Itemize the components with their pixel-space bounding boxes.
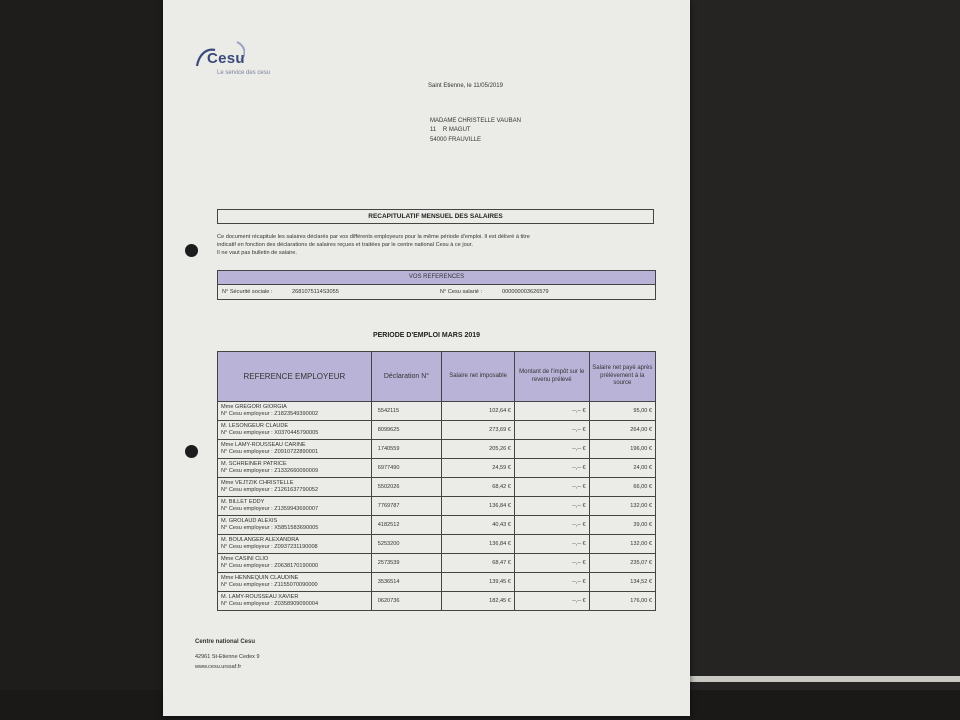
employer-id: N° Cesu employeur : Z1823549390002	[221, 411, 319, 417]
footer-address: 42961 St-Etienne Cedex 9	[195, 654, 260, 660]
declaration-number: 5502026	[371, 478, 442, 497]
net-paid: 95,00 €	[589, 402, 655, 421]
background-strip	[690, 676, 960, 682]
declaration-number: 7769787	[371, 497, 442, 516]
employer-id: N° Cesu employeur : Z1261637790052	[221, 487, 319, 493]
employer-name: M. BOULANGER ALEXANDRA	[221, 537, 300, 543]
col-declaration: Déclaration N°	[371, 352, 442, 402]
footer-org: Centre national Cesu	[195, 639, 256, 645]
intro-line: Ce document récapitule les salaires déclarés par vos différents employeurs pour la même période d'emploi. Il est délivré à titre	[217, 234, 530, 240]
employer-id: N° Cesu employeur : Z0358909090004	[221, 601, 319, 607]
logo-wordmark: Cesu	[207, 50, 245, 67]
employer-name: Mme GREGORI GIORGIA	[221, 404, 287, 410]
employer-name: M. BILLET EDDY	[221, 499, 265, 505]
net-paid: 235,07 €	[589, 554, 655, 573]
references-header: VOS REFERENCES	[218, 271, 655, 285]
tax-withheld: --,-- €	[514, 554, 589, 573]
net-taxable: 139,45 €	[442, 573, 515, 592]
table-row	[218, 497, 656, 516]
declaration-number: 5253200	[371, 535, 442, 554]
table-row	[218, 459, 656, 478]
salary-table	[217, 351, 656, 611]
recipient-city: 54000 FRAUVILLE	[430, 137, 482, 143]
recipient-name: MADAME CHRISTELLE VAUBAN	[430, 118, 521, 124]
employer-cell	[218, 440, 372, 459]
document-page	[163, 0, 690, 716]
employer-id: N° Cesu employeur : Z0638170190000	[221, 563, 319, 569]
employer-cell	[218, 459, 372, 478]
employer-cell	[218, 402, 372, 421]
net-paid: 24,00 €	[589, 459, 655, 478]
declaration-number: 8099625	[371, 421, 442, 440]
col-tax: Montant de l'impôt sur le revenu prélevé	[514, 352, 589, 402]
net-taxable: 182,45 €	[442, 592, 515, 611]
net-taxable: 136,84 €	[442, 497, 515, 516]
declaration-number: 2573539	[371, 554, 442, 573]
employer-cell	[218, 478, 372, 497]
employer-id: N° Cesu employeur : Z1155070090000	[221, 582, 318, 588]
declaration-number: 1740559	[371, 440, 442, 459]
col-employer: REFERENCE EMPLOYEUR	[218, 352, 372, 402]
tax-withheld: --,-- €	[514, 440, 589, 459]
table-header-row	[218, 352, 656, 402]
net-paid: 134,52 €	[589, 573, 655, 592]
table-row	[218, 554, 656, 573]
net-taxable: 102,64 €	[442, 402, 515, 421]
cesu-label: N° Cesu salarié :	[440, 289, 483, 295]
secu-label: N° Sécurité sociale :	[222, 289, 273, 295]
net-taxable: 24,59 €	[442, 459, 515, 478]
references-row	[218, 285, 655, 300]
declaration-number: 6977490	[371, 459, 442, 478]
background-desk-right	[690, 0, 960, 720]
declaration-number: 0620736	[371, 592, 442, 611]
employer-name: Mme LAMY-ROUSSEAU CARINE	[221, 442, 306, 448]
employer-name: M. LAMY-ROUSSEAU XAVIER	[221, 594, 299, 600]
employer-name: M. GROLAUD ALEXIS	[221, 518, 278, 524]
employer-cell	[218, 497, 372, 516]
tax-withheld: --,-- €	[514, 592, 589, 611]
tax-withheld: --,-- €	[514, 497, 589, 516]
net-taxable: 205,26 €	[442, 440, 515, 459]
table-row	[218, 573, 656, 592]
employer-cell	[218, 554, 372, 573]
employer-id: N° Cesu employeur : Z0937231190008	[221, 544, 318, 550]
punch-hole-bottom	[185, 445, 198, 458]
intro-line: Il ne vaut pas bulletin de salaire.	[217, 250, 297, 257]
intro-text	[217, 233, 657, 258]
table-row	[218, 592, 656, 611]
net-taxable: 273,69 €	[442, 421, 515, 440]
footer-website: www.cesu.urssaf.fr	[195, 664, 242, 670]
recipient-street: 11 R MAGUT	[430, 127, 471, 133]
net-taxable: 68,42 €	[442, 478, 515, 497]
net-paid: 176,00 €	[589, 592, 655, 611]
intro-line: indicatif en fonction des déclarations de salaires reçues et traitées par le centre national Cesu à ce jour.	[217, 242, 473, 249]
secu-value: 2681075114S3055	[292, 289, 339, 295]
declaration-number: 5542115	[371, 402, 442, 421]
employer-id: N° Cesu employeur : X5851583690005	[221, 525, 319, 531]
employer-cell	[218, 535, 372, 554]
net-taxable: 136,84 €	[442, 535, 515, 554]
tax-withheld: --,-- €	[514, 516, 589, 535]
employer-cell	[218, 573, 372, 592]
employer-id: N° Cesu employeur : Z0910722890001	[221, 449, 319, 455]
net-taxable: 68,47 €	[442, 554, 515, 573]
employer-name: M. LESONGEUR CLAUDE	[221, 423, 289, 429]
place-date: Saint Etienne, le 11/05/2019	[428, 83, 503, 89]
tax-withheld: --,-- €	[514, 459, 589, 478]
references-box	[217, 270, 656, 300]
table-row	[218, 421, 656, 440]
employer-name: Mme CASINI CLIO	[221, 556, 269, 562]
employment-period: PERIODE D'EMPLOI MARS 2019	[372, 332, 481, 339]
declaration-number: 4182512	[371, 516, 442, 535]
col-net-taxable: Salaire net imposable	[442, 352, 515, 402]
employer-name: Mme HENNEQUIN CLAUDINE	[221, 575, 299, 581]
tax-withheld: --,-- €	[514, 421, 589, 440]
table-row	[218, 535, 656, 554]
cesu-value: 000000003626579	[502, 289, 549, 295]
table-row	[218, 402, 656, 421]
logo-tagline: Le service des cesu	[217, 70, 271, 76]
summary-title: RECAPITULATIF MENSUEL DES SALAIRES	[217, 209, 654, 224]
net-paid: 132,00 €	[589, 535, 655, 554]
net-paid: 66,00 €	[589, 478, 655, 497]
punch-hole-top	[185, 244, 198, 257]
tax-withheld: --,-- €	[514, 402, 589, 421]
table-row	[218, 478, 656, 497]
employer-id: N° Cesu employeur : X0370445790005	[221, 430, 319, 436]
table-row	[218, 516, 656, 535]
net-paid: 196,00 €	[589, 440, 655, 459]
declaration-number: 3536514	[371, 573, 442, 592]
background-desk-left	[0, 0, 170, 720]
tax-withheld: --,-- €	[514, 478, 589, 497]
employer-cell	[218, 516, 372, 535]
net-taxable: 40,43 €	[442, 516, 515, 535]
employer-cell	[218, 592, 372, 611]
employer-name: M. SCHREINER PATRICE	[221, 461, 287, 467]
net-paid: 132,00 €	[589, 497, 655, 516]
salary-table-body	[218, 402, 656, 611]
table-row	[218, 440, 656, 459]
tax-withheld: --,-- €	[514, 535, 589, 554]
net-paid: 39,00 €	[589, 516, 655, 535]
col-net-paid: Salaire net payé après prélèvement à la source	[589, 352, 655, 402]
employer-id: N° Cesu employeur : Z1359943690007	[221, 506, 319, 512]
employer-id: N° Cesu employeur : Z1332660090009	[221, 468, 319, 474]
tax-withheld: --,-- €	[514, 573, 589, 592]
net-paid: 264,00 €	[589, 421, 655, 440]
employer-name: Mme VEJTZIK CHRISTELLE	[221, 480, 294, 486]
employer-cell	[218, 421, 372, 440]
